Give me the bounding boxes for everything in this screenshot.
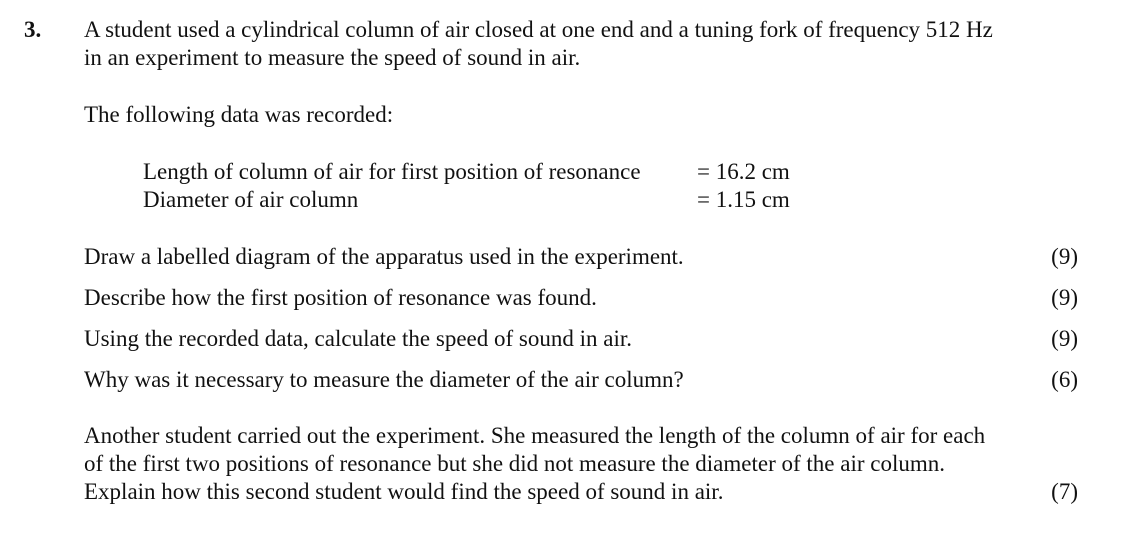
data-intro: The following data was recorded: [84,102,394,127]
task-draw-diagram [84,243,1078,271]
data-row-length [143,158,790,186]
task-marks: (9) [1051,285,1078,310]
data-value: = 1.15 cm [697,187,790,212]
task-calculate-speed [84,325,1078,353]
second-student-question [84,422,1078,506]
task-text: Describe how the first position of resonance was found. [84,285,597,310]
data-label: Length of column of air for first position of resonance [143,159,641,184]
question-number: 3. [24,17,42,42]
data-row-diameter [143,186,790,214]
data-value: = 16.2 cm [697,159,790,184]
recorded-data-table [143,158,790,214]
intro-line-1: A student used a cylindrical column of air closed at one end and a tuning fork of frequency 512 Hz [84,17,993,42]
final-line-1: Another student carried out the experiment. She measured the length of the column of air for each [84,423,986,448]
task-marks: (9) [1051,244,1078,269]
task-marks: (6) [1051,367,1078,392]
question-intro [84,16,1084,72]
intro-line-2: in an experiment to measure the speed of sound in air. [84,45,581,70]
task-text: Draw a labelled diagram of the apparatus used in the experiment. [84,244,684,269]
final-marks: (7) [1051,479,1078,504]
final-line-3-row [84,478,1078,506]
task-diameter-reason [84,366,1078,394]
final-line-2: of the first two positions of resonance but she did not measure the diameter of the air column. [84,451,945,476]
task-marks: (9) [1051,326,1078,351]
data-label: Diameter of air column [143,187,359,212]
task-text: Why was it necessary to measure the diameter of the air column? [84,367,684,392]
task-describe-resonance [84,284,1078,312]
task-text: Using the recorded data, calculate the speed of sound in air. [84,326,632,351]
final-line-3: Explain how this second student would find the speed of sound in air. [84,479,724,504]
